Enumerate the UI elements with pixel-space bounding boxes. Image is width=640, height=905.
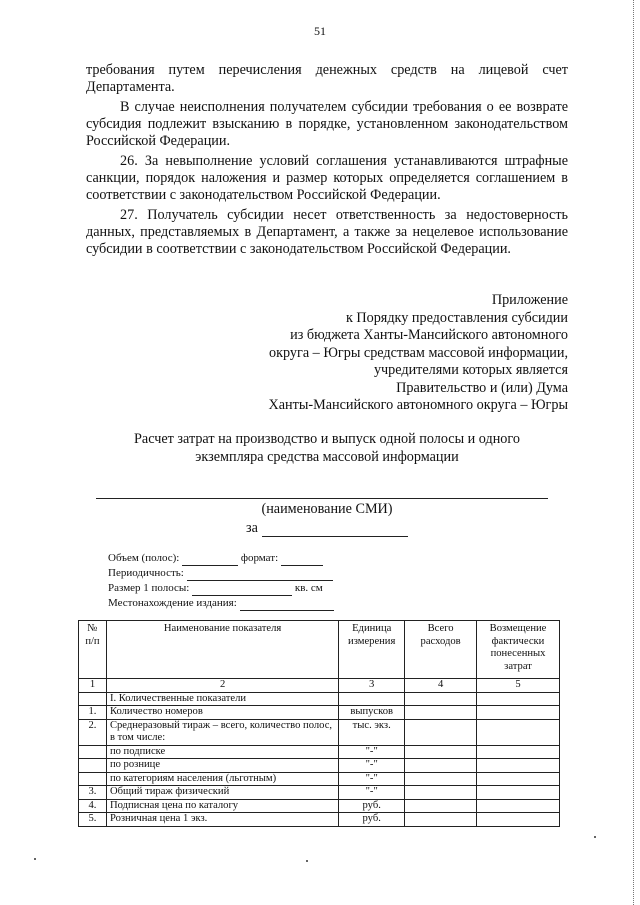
- header-cell: № п/п: [79, 621, 107, 679]
- appendix-line: из бюджета Ханты-Мансийского автономного: [290, 327, 568, 343]
- volume-row: [108, 551, 334, 566]
- scan-edge: [632, 0, 634, 905]
- row-number: 5.: [79, 813, 107, 827]
- row-number: [79, 772, 107, 786]
- paragraph: 26. За невыполнение условий соглашения устанавливаются штрафные санкции, порядок наложения и размер которых определяется соглашением в соответствии с законодательством Российской Федерации.: [86, 153, 568, 203]
- column-number: 4: [405, 679, 477, 693]
- header-cell: Единица измерения: [339, 621, 405, 679]
- appendix-line: к Порядку предоставления субсидии: [345, 309, 568, 326]
- location-row: [108, 596, 334, 611]
- appendix-line: Приложение: [491, 292, 568, 308]
- header-cell: Наименование показателя: [106, 621, 338, 679]
- appendix-line: Правительство и (или) Дума: [396, 379, 568, 396]
- volume-blank: [182, 554, 238, 566]
- table-row: [79, 745, 560, 759]
- body-text: [86, 62, 568, 261]
- header-cell: Всего расходов: [405, 621, 477, 679]
- row-name: по рознице: [106, 759, 338, 773]
- table-row: [79, 799, 560, 813]
- table-row: [79, 706, 560, 720]
- scan-speck: [306, 860, 308, 862]
- period-label: за: [246, 520, 258, 536]
- row-number: 2.: [79, 719, 107, 745]
- row-name: Общий тираж физический: [106, 786, 338, 800]
- column-number-row: [79, 679, 560, 693]
- appendix-block: [268, 292, 568, 415]
- row-name: Подписная цена по каталогу: [106, 799, 338, 813]
- section-title: I. Количественные показатели: [106, 692, 338, 706]
- row-number: [79, 745, 107, 759]
- cost-table: [78, 620, 560, 827]
- page-size-blank: [192, 584, 292, 596]
- column-number: 3: [339, 679, 405, 693]
- page-size-row: [108, 581, 334, 596]
- periodicity-blank: [187, 569, 333, 581]
- page-number: 51: [314, 24, 326, 38]
- row-number: 1.: [79, 706, 107, 720]
- table-row: [79, 772, 560, 786]
- row-number: 3.: [79, 786, 107, 800]
- row-unit: руб.: [339, 813, 405, 827]
- paragraph: требования путем перечисления денежных средств на лицевой счет Департамента.: [86, 62, 568, 95]
- row-name: Среднеразовый тираж – всего, количество полос, в том числе:: [106, 719, 338, 745]
- periodicity-row: [108, 566, 334, 581]
- table-row: [79, 786, 560, 800]
- calculation-title-line: экземпляра средства массовой информации: [195, 449, 459, 465]
- table-row: [79, 813, 560, 827]
- format-blank: [281, 554, 323, 566]
- periodicity-label: Периодичность:: [108, 567, 184, 579]
- volume-label: Объем (полос):: [108, 552, 180, 564]
- column-number: 5: [477, 679, 560, 693]
- publication-meta: [108, 551, 334, 611]
- row-name: по подписке: [106, 745, 338, 759]
- row-number: 4.: [79, 799, 107, 813]
- appendix-line: учредителями которых является: [373, 362, 568, 378]
- table-row: [79, 759, 560, 773]
- section-row: [79, 692, 560, 706]
- row-unit: "-": [339, 786, 405, 800]
- location-blank: [240, 599, 334, 611]
- calculation-title-line: Расчет затрат на производство и выпуск одной полосы и одного: [134, 431, 520, 447]
- period-field: [246, 520, 408, 537]
- column-number: 2: [106, 679, 338, 693]
- paragraph: 27. Получатель субсидии несет ответственность за недостоверность данных, представляемых в Департамент, а также за нецелевое использование субсидии в соответствии с законодательством Российской Федерации.: [86, 207, 568, 257]
- calculation-title: [86, 430, 568, 466]
- media-name-label: (наименование СМИ): [261, 501, 393, 517]
- header-cell: Возмещение фактически понесенных затрат: [477, 621, 560, 679]
- page-size-label: Размер 1 полосы:: [108, 582, 190, 594]
- page-size-unit: кв. см: [294, 582, 323, 594]
- scan-speck: [34, 858, 36, 860]
- appendix-line: Ханты-Мансийского автономного округа – Югры: [268, 397, 568, 413]
- scan-speck: [594, 836, 596, 838]
- row-unit: выпусков: [339, 706, 405, 720]
- row-name: Розничная цена 1 экз.: [106, 813, 338, 827]
- row-unit: "-": [339, 745, 405, 759]
- row-name: по категориям населения (льготным): [106, 772, 338, 786]
- appendix-line: округа – Югры средствам массовой информации,: [269, 344, 568, 361]
- row-unit: "-": [339, 759, 405, 773]
- row-name: Количество номеров: [106, 706, 338, 720]
- row-unit: "-": [339, 772, 405, 786]
- table-row: [79, 719, 560, 745]
- period-blank: [262, 522, 408, 537]
- column-number: 1: [79, 679, 107, 693]
- table-header-row: [79, 621, 560, 679]
- row-unit: руб.: [339, 799, 405, 813]
- media-name-blank: [96, 498, 548, 499]
- row-number: [79, 759, 107, 773]
- format-label: формат:: [240, 552, 279, 564]
- location-label: Местонахождение издания:: [108, 597, 237, 609]
- row-unit: тыс. экз.: [339, 719, 405, 745]
- paragraph: В случае неисполнения получателем субсидии требования о ее возврате субсидия подлежит взысканию в порядке, установленном законодательством Российской Федерации.: [86, 99, 568, 149]
